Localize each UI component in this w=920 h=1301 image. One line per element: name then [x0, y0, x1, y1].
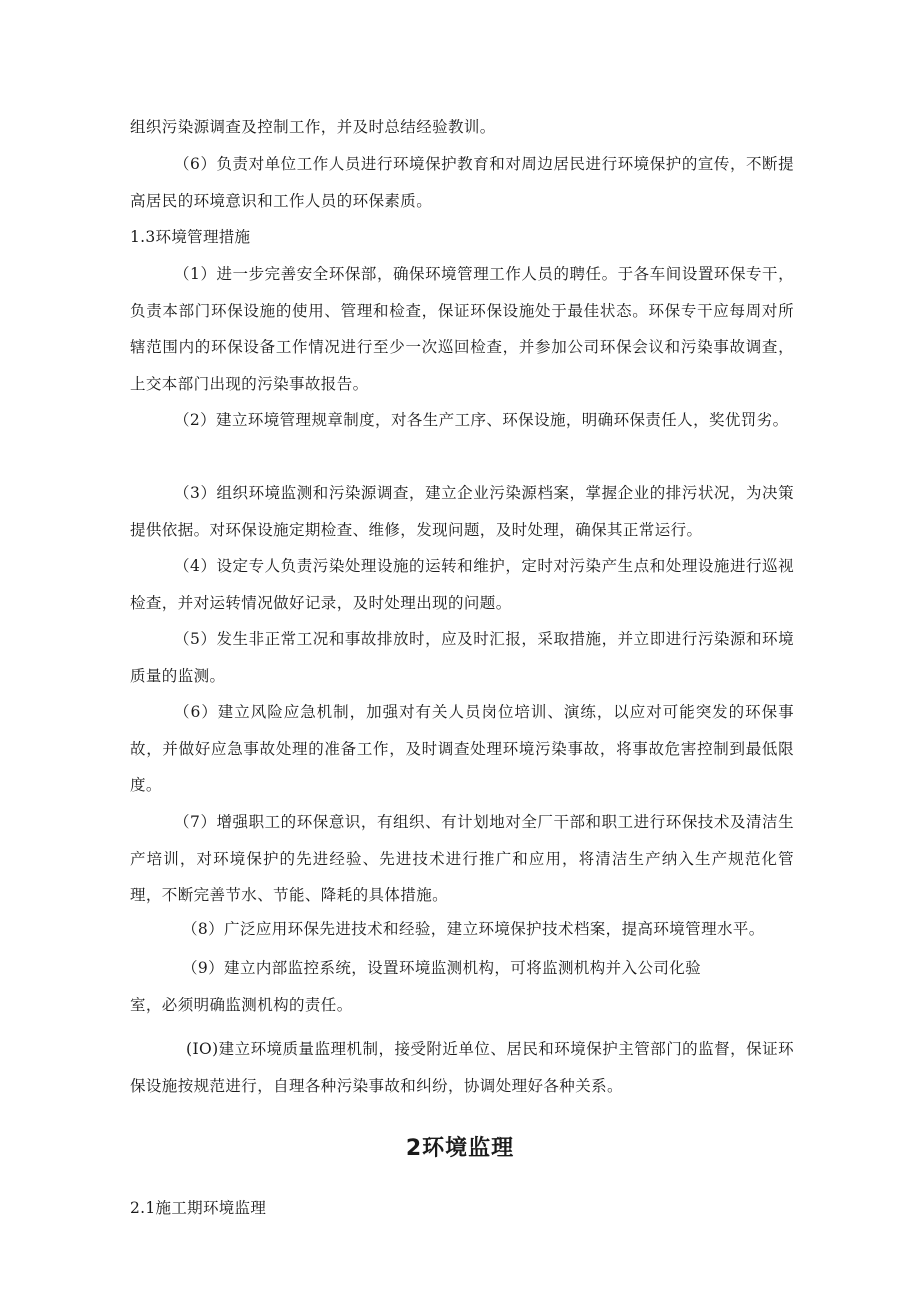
measure-item-1: （1）进一步完善安全环保部，确保环境管理工作人员的聘任。于各车间设置环保专干，负责本部门环保设施的使用、管理和检查，保证环保设施处于最佳状态。环保专干应每周对所辖范围内的环保设备工作情况进行至少一次巡回检查，并参加公司环保会议和污染事故调查，上交本部门出现的污染事故报告。: [130, 265, 794, 393]
measure-item-8: （8）广泛应用环保先进技术和经验，建立环境保护技术档案，提高环境管理水平。: [182, 920, 765, 938]
measure-item-5: （5）发生非正常工况和事故排放时，应及时汇报，采取措施，并立即进行污染源和环境质量的监测。: [130, 630, 794, 685]
paragraph-continuation: 组织污染源调查及控制工作，并及时总结经验教训。: [130, 118, 496, 136]
measure-item-2: （2）建立环境管理规章制度，对各生产工序、环保设施，明确环保责任人，奖优罚劣。: [174, 411, 789, 429]
measure-item-7: （7）增强职工的环保意识，有组织、有计划地对全厂干部和职工进行环保技术及清洁生产培训，对环境保护的先进经验、先进技术进行推广和应用，将清洁生产纳入生产规范化管理，不断完善节水、节能、降耗的具体措施。: [130, 813, 794, 904]
measure-item-9-continuation: 室，必须明确监测机构的责任。: [130, 996, 353, 1014]
measure-item-10: (IO)建立环境质量监理机制，接受附近单位、居民和环境保护主管部门的监督，保证环保设施按规范进行，自理各种污染事故和纠纷，协调处理好各种关系。: [130, 1040, 794, 1095]
measure-item-6: （6）建立风险应急机制，加强对有关人员岗位培训、演练，以应对可能突发的环保事故，并做好应急事故处理的准备工作，及时调查处理环境污染事故，将事故危害控制到最低限度。: [130, 703, 794, 794]
section-heading-2-1: 2.1施工期环境监理: [130, 1199, 267, 1217]
measure-item-9: （9）建立内部监控系统，设置环境监测机构，可将监测机构并入公司化验: [182, 959, 702, 977]
paragraph-item-6: （6）负责对单位工作人员进行环境保护教育和对周边居民进行环境保护的宣传，不断提高居民的环境意识和工作人员的环保素质。: [130, 155, 794, 210]
measure-item-3: （3）组织环境监测和污染源调查，建立企业污染源档案，掌握企业的排污状况，为决策提供依据。对环保设施定期检查、维修，发现问题，及时处理，确保其正常运行。: [130, 484, 794, 539]
section-heading-1-3: 1.3环境管理措施: [130, 228, 251, 246]
measure-item-4: （4）设定专人负责污染处理设施的运转和维护，定时对污染产生点和处理设施进行巡视检查，并对运转情况做好记录，及时处理出现的问题。: [130, 557, 794, 612]
chapter-heading-2: 2环境监理: [405, 1136, 515, 1161]
